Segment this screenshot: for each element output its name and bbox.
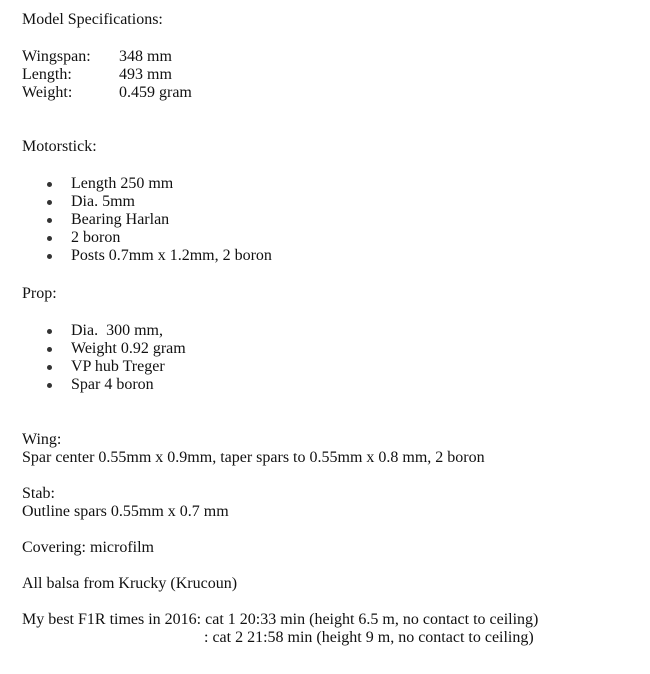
- spec-row-length: [22, 66, 172, 84]
- bullet-icon: [47, 365, 52, 370]
- motorstick-list: [22, 175, 272, 265]
- spec-value: 493 mm: [119, 66, 172, 83]
- list-item: [22, 229, 272, 247]
- list-item-text: VP hub Treger: [71, 358, 165, 375]
- stab-title: Stab:: [22, 485, 55, 502]
- list-item-text: Weight 0.92 gram: [71, 340, 186, 357]
- bullet-icon: [47, 383, 52, 388]
- wing-title: Wing:: [22, 431, 62, 448]
- spec-label: Length:: [22, 66, 72, 83]
- list-item: [22, 322, 186, 340]
- spec-value: 0.459 gram: [119, 84, 192, 101]
- list-item-text: 2 boron: [71, 229, 121, 246]
- spec-label: Wingspan:: [22, 48, 91, 65]
- wing-text: Spar center 0.55mm x 0.9mm, taper spars to 0.55mm x 0.8 mm, 2 boron: [22, 449, 485, 466]
- list-item-text: Bearing Harlan: [71, 211, 170, 228]
- list-item-text: Dia. 5mm: [71, 193, 135, 210]
- spec-row-weight: [22, 84, 192, 102]
- bullet-icon: [47, 236, 52, 241]
- motorstick-title: Motorstick:: [22, 138, 97, 155]
- balsa-text: All balsa from Krucky (Krucoun): [22, 575, 238, 592]
- prop-list: [22, 322, 186, 394]
- list-item: [22, 340, 186, 358]
- best-times-line-1: My best F1R times in 2016: cat 1 20:33 min (height 6.5 m, no contact to ceiling): [22, 611, 539, 628]
- list-item-text: Length 250 mm: [71, 175, 174, 192]
- page-heading: Model Specifications:: [22, 11, 163, 28]
- prop-title: Prop:: [22, 285, 57, 302]
- spec-label: Weight:: [22, 84, 73, 101]
- covering-text: Covering: microfilm: [22, 539, 154, 556]
- bullet-icon: [47, 254, 52, 259]
- stab-text: Outline spars 0.55mm x 0.7 mm: [22, 503, 229, 520]
- list-item: [22, 376, 186, 394]
- bullet-icon: [47, 218, 52, 223]
- bullet-icon: [47, 347, 52, 352]
- list-item: [22, 247, 272, 265]
- spec-row-wingspan: [22, 48, 172, 66]
- list-item-text: Spar 4 boron: [71, 376, 154, 393]
- list-item: [22, 175, 272, 193]
- list-item-text: Dia. 300 mm,: [71, 322, 163, 339]
- list-item: [22, 211, 272, 229]
- bullet-icon: [47, 329, 52, 334]
- spec-value: 348 mm: [119, 48, 172, 65]
- best-times-line-2: : cat 2 21:58 min (height 9 m, no contact to ceiling): [204, 629, 534, 646]
- list-item: [22, 358, 186, 376]
- bullet-icon: [47, 182, 52, 187]
- list-item-text: Posts 0.7mm x 1.2mm, 2 boron: [71, 247, 272, 264]
- list-item: [22, 193, 272, 211]
- bullet-icon: [47, 200, 52, 205]
